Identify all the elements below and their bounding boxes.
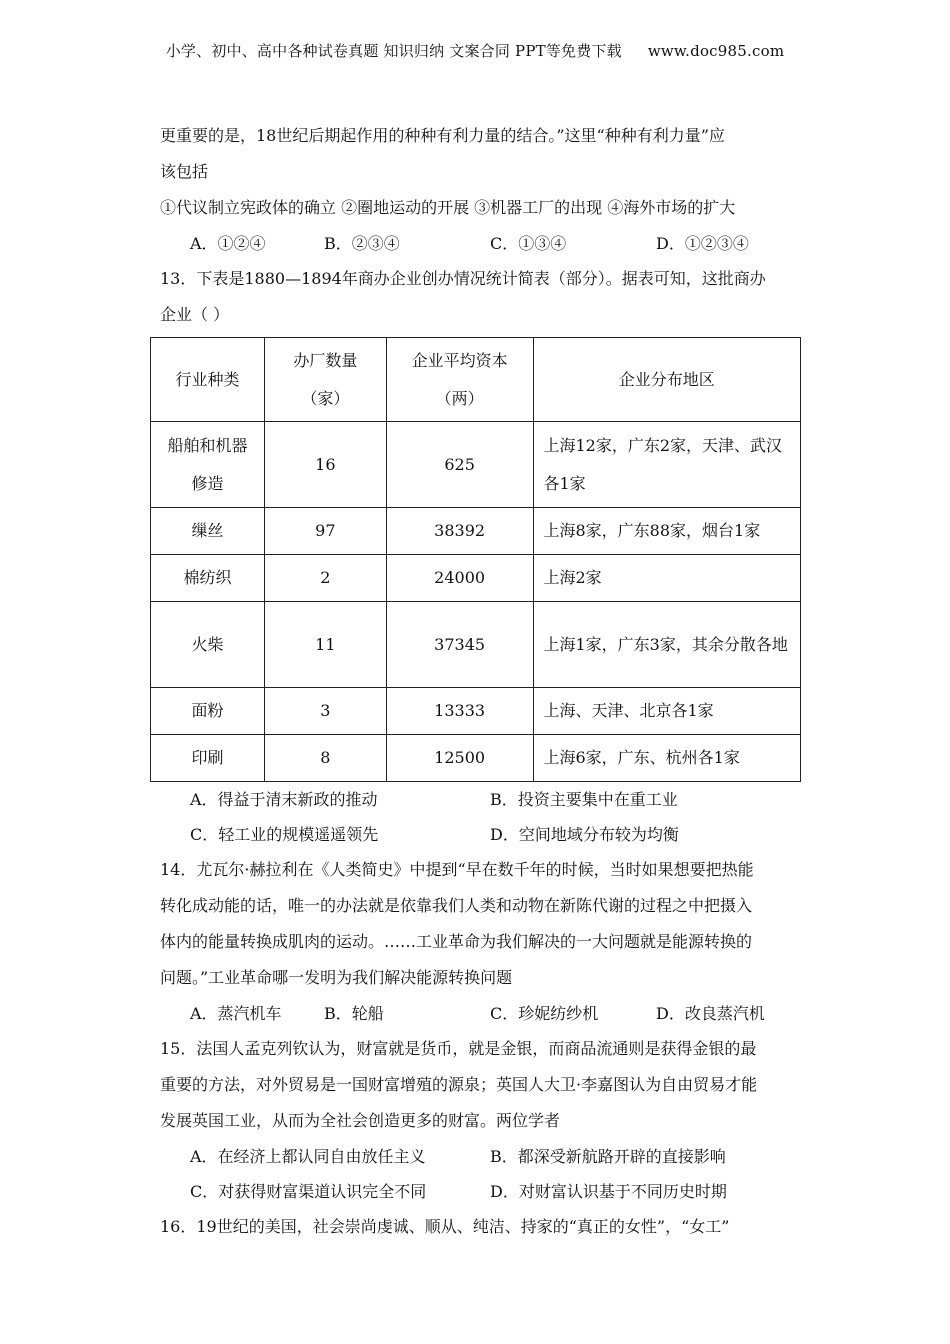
cell-industry: 火柴 [151,602,265,688]
q12-line2: 该包括 [160,162,209,181]
q12-option-d[interactable]: D．①②③④ [656,234,749,253]
cell-count: 16 [264,422,386,508]
cell-industry [151,422,265,508]
col-count-label: 办厂数量 （家） [293,350,358,408]
cell-capital: 13333 [386,688,533,735]
q14-option-d[interactable]: D．改良蒸汽机 [656,1004,765,1023]
questions-after-table [160,782,790,1245]
q14-line: 体内的能量转换成肌肉的运动。……工业革命为我们解决的一大问题就是能源转换的 [160,932,753,951]
q15-options-row1 [160,1139,790,1174]
q14-line: 14．尤瓦尔·赫拉利在《人类简史》中提到“早在数千年的时候，当时如果想要把热能 [160,860,754,879]
table-header-row [151,338,801,422]
q14-option-b[interactable]: B．轮船 [324,1004,384,1023]
cell-count: 3 [264,688,386,735]
cell-capital: 37345 [386,602,533,688]
q13-options-row2 [160,817,790,852]
q15-option-b[interactable]: B．都深受新航路开辟的直接影响 [490,1147,726,1166]
cell-count: 97 [264,508,386,555]
cell-capital: 12500 [386,735,533,782]
q14-option-c[interactable]: C．珍妮纺纱机 [490,1004,599,1023]
q14-option-a[interactable]: A．蒸汽机车 [190,1004,282,1023]
header-text: 小学、初中、高中各种试卷真题 知识归纳 文案合同 PPT等免费下载 [165,42,622,60]
q14-line: 问题。”工业革命哪一发明为我们解决能源转换问题 [160,968,513,987]
q15-option-d[interactable]: D．对财富认识基于不同历史时期 [490,1182,727,1201]
q13-line1: 13．下表是1880—1894年商办企业创办情况统计简表（部分）。据表可知，这批商办 [160,269,766,288]
cell-count: 8 [264,735,386,782]
cell-area: 上海12家，广东2家，天津、武汉各1家 [533,422,801,508]
q12-option-b[interactable]: B．②③④ [324,234,400,253]
table-row [151,735,801,782]
q15-options-row2 [160,1174,790,1209]
q13-option-b[interactable]: B．投资主要集中在重工业 [490,790,678,809]
q15-line: 发展英国工业，从而为全社会创造更多的财富。两位学者 [160,1111,561,1130]
cell-count: 11 [264,602,386,688]
header-url[interactable]: www.doc985.com [647,42,785,60]
table-row [151,555,801,602]
enterprise-table [150,337,801,782]
q13-line2: 企业（ ） [160,305,230,324]
cell-area: 上海、天津、北京各1家 [533,688,801,735]
q12-line1: 更重要的是，18世纪后期起作用的种种有利力量的结合。”这里“种种有利力量”应 [160,126,725,145]
cell-area: 上海2家 [533,555,801,602]
q12-option-c[interactable]: C．①③④ [490,234,567,253]
q16-line1: 16．19世纪的美国，社会崇尚虔诚、顺从、纯洁、持家的“真正的女性”，“女工” [160,1217,730,1236]
cell-area: 上海8家，广东88家，烟台1家 [533,508,801,555]
cell-capital: 38392 [386,508,533,555]
cell-industry-text: 船舶和机器修造 [167,435,248,493]
q14-options [160,996,790,1031]
q13-option-a[interactable]: A．得益于清末新政的推动 [190,790,378,809]
q12-options [160,226,790,261]
cell-industry: 缫丝 [151,508,265,555]
col-industry: 行业种类 [151,338,265,422]
q15-line: 重要的方法，对外贸易是一国财富增殖的源泉；英国人大卫·李嘉图认为自由贸易才能 [160,1075,758,1094]
q15-option-c[interactable]: C．对获得财富渠道认识完全不同 [190,1182,427,1201]
cell-capital: 24000 [386,555,533,602]
cell-area: 上海6家，广东、杭州各1家 [533,735,801,782]
col-area: 企业分布地区 [533,338,801,422]
cell-area: 上海1家，广东3家，其余分散各地 [533,602,801,688]
cell-industry: 棉纺织 [151,555,265,602]
table-row [151,602,801,688]
q13-option-c[interactable]: C．轻工业的规模遥遥领先 [190,825,379,844]
table-row [151,422,801,508]
col-capital-label: 企业平均资本 （两） [411,350,508,408]
table-row [151,688,801,735]
page-header [0,40,950,61]
q13-option-d[interactable]: D．空间地域分布较为均衡 [490,825,679,844]
cell-count: 2 [264,555,386,602]
q12-items: ①代议制立宪政体的确立 ②圈地运动的开展 ③机器工厂的出现 ④海外市场的扩大 [160,198,736,217]
q15-line: 15．法国人孟克列钦认为，财富就是货币，就是金银，而商品流通则是获得金银的最 [160,1039,757,1058]
cell-capital: 625 [386,422,533,508]
table-row [151,508,801,555]
col-count [264,338,386,422]
cell-industry: 面粉 [151,688,265,735]
q14-line: 转化成动能的话，唯一的办法就是依靠我们人类和动物在新陈代谢的过程之中把摄入 [160,896,753,915]
question-12 [160,118,790,333]
q13-options-row1 [160,782,790,817]
col-capital [386,338,533,422]
q12-option-a[interactable]: A．①②④ [190,234,266,253]
cell-industry: 印刷 [151,735,265,782]
q15-option-a[interactable]: A．在经济上都认同自由放任主义 [190,1147,426,1166]
